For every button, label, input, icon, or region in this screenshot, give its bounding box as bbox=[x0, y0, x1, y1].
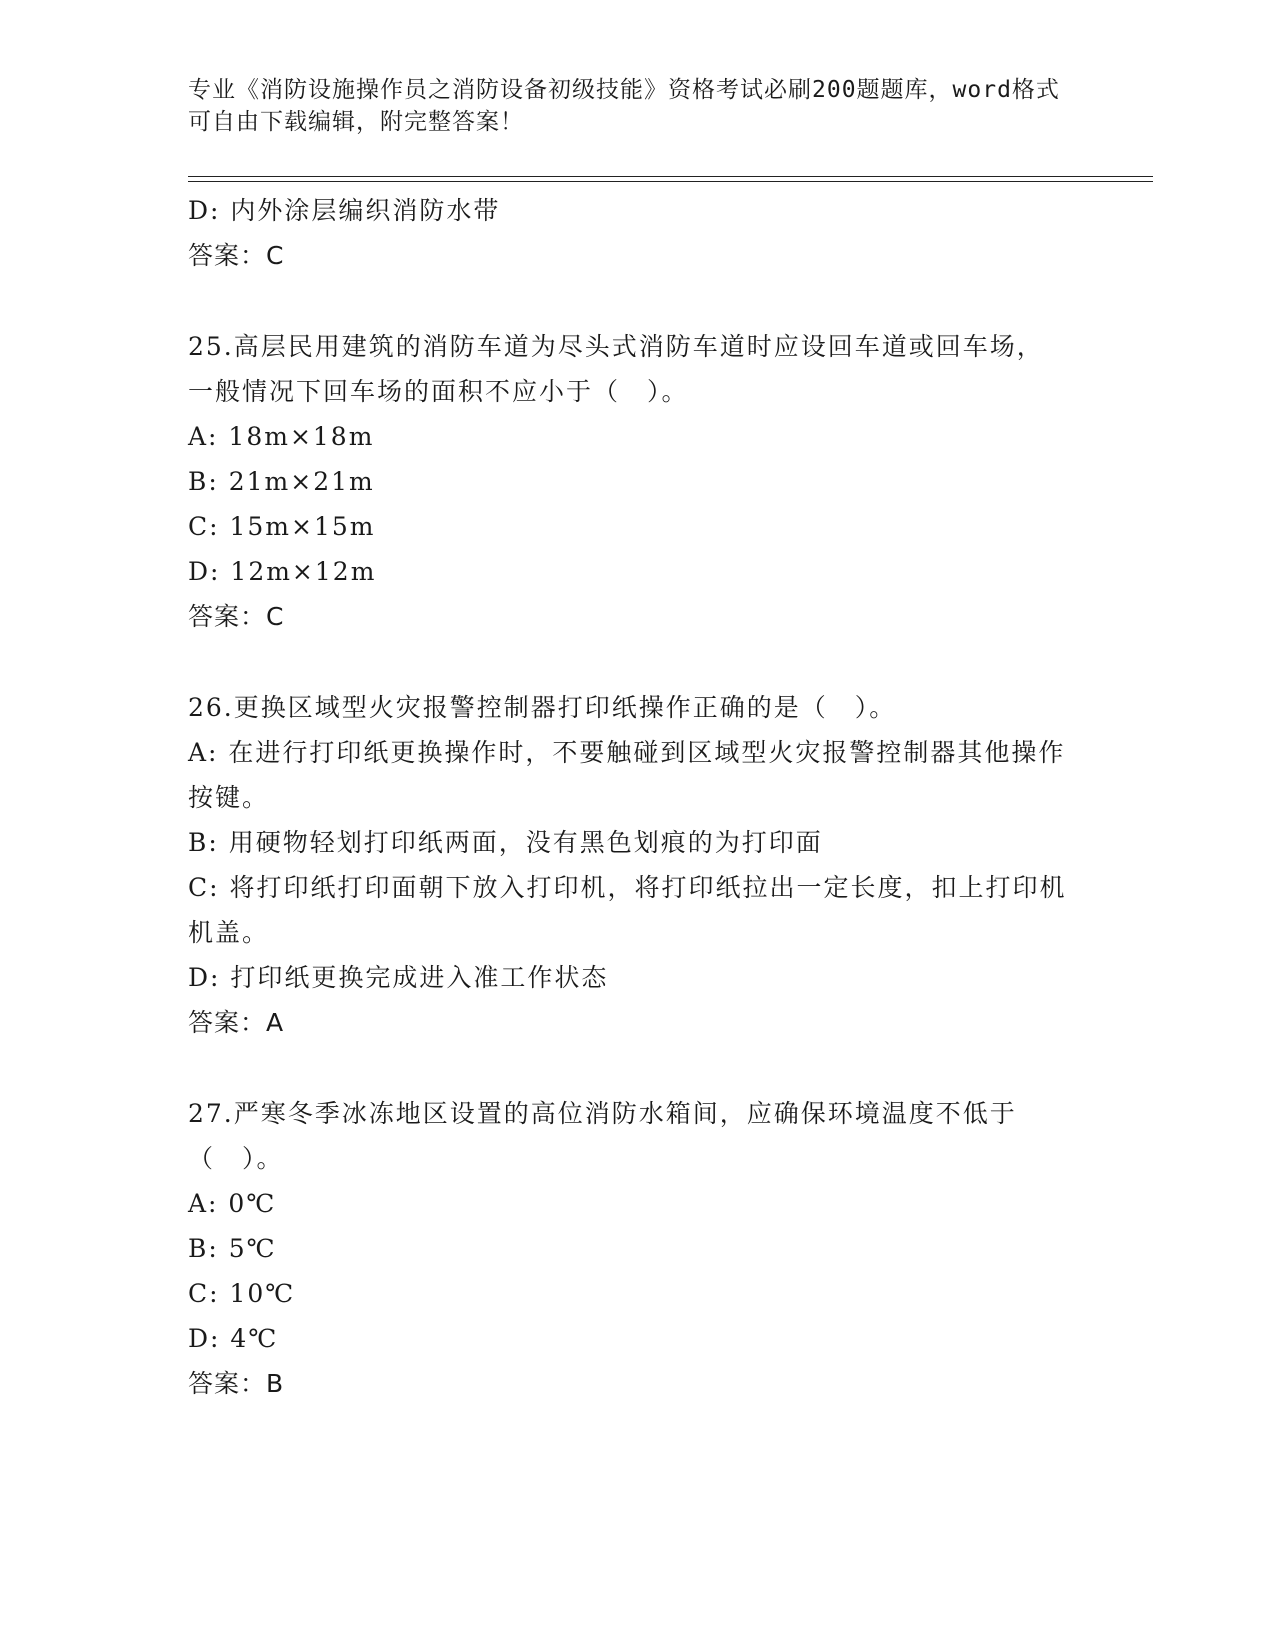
option-a: A: 在进行打印纸更换操作时，不要触碰到区域型火灾报警控制器其他操作按键。 bbox=[188, 738, 1066, 812]
answer: 答案：A bbox=[188, 1008, 285, 1037]
header-divider-top bbox=[188, 176, 1153, 177]
option-a: A: 0℃ bbox=[188, 1189, 277, 1218]
answer: 答案：C bbox=[188, 602, 285, 631]
option-c: C: 15m×15m bbox=[188, 512, 376, 541]
answer: 答案：B bbox=[188, 1369, 285, 1398]
previous-answer: 答案：C bbox=[188, 241, 285, 270]
option-b: B: 用硬物轻划打印纸两面，没有黑色划痕的为打印面 bbox=[188, 828, 823, 857]
question-text: 26.更换区域型火灾报警控制器打印纸操作正确的是（ ）。 bbox=[188, 693, 897, 722]
option-d: D: 4℃ bbox=[188, 1324, 279, 1353]
option-c: C: 将打印纸打印面朝下放入打印机，将打印纸拉出一定长度，扣上打印机机盖。 bbox=[188, 873, 1067, 947]
option-b: B: 21m×21m bbox=[188, 467, 375, 496]
question-27 bbox=[188, 1091, 1078, 1406]
option-d: D: 打印纸更换完成进入准工作状态 bbox=[188, 963, 609, 992]
question-text: 27.严寒冬季冰冻地区设置的高位消防水箱间，应确保环境温度不低于（ ）。 bbox=[188, 1099, 1017, 1173]
question-content bbox=[188, 188, 1078, 1406]
document-header: 专业《消防设施操作员之消防设备初级技能》资格考试必刷200题题库，word格式可自由下载编辑，附完整答案！ bbox=[188, 77, 1060, 135]
question-26 bbox=[188, 685, 1078, 1045]
header-divider-bottom bbox=[188, 181, 1153, 182]
option-a: A: 18m×18m bbox=[188, 422, 375, 451]
option-b: B: 5℃ bbox=[188, 1234, 277, 1263]
question-25 bbox=[188, 324, 1078, 639]
option-d: D: 12m×12m bbox=[188, 557, 377, 586]
previous-option-d: D: 内外涂层编织消防水带 bbox=[188, 196, 501, 225]
question-text: 25.高层民用建筑的消防车道为尽头式消防车道时应设回车道或回车场，一般情况下回车场的面积不应小于（ ）。 bbox=[188, 332, 1044, 406]
option-c: C: 10℃ bbox=[188, 1279, 296, 1308]
